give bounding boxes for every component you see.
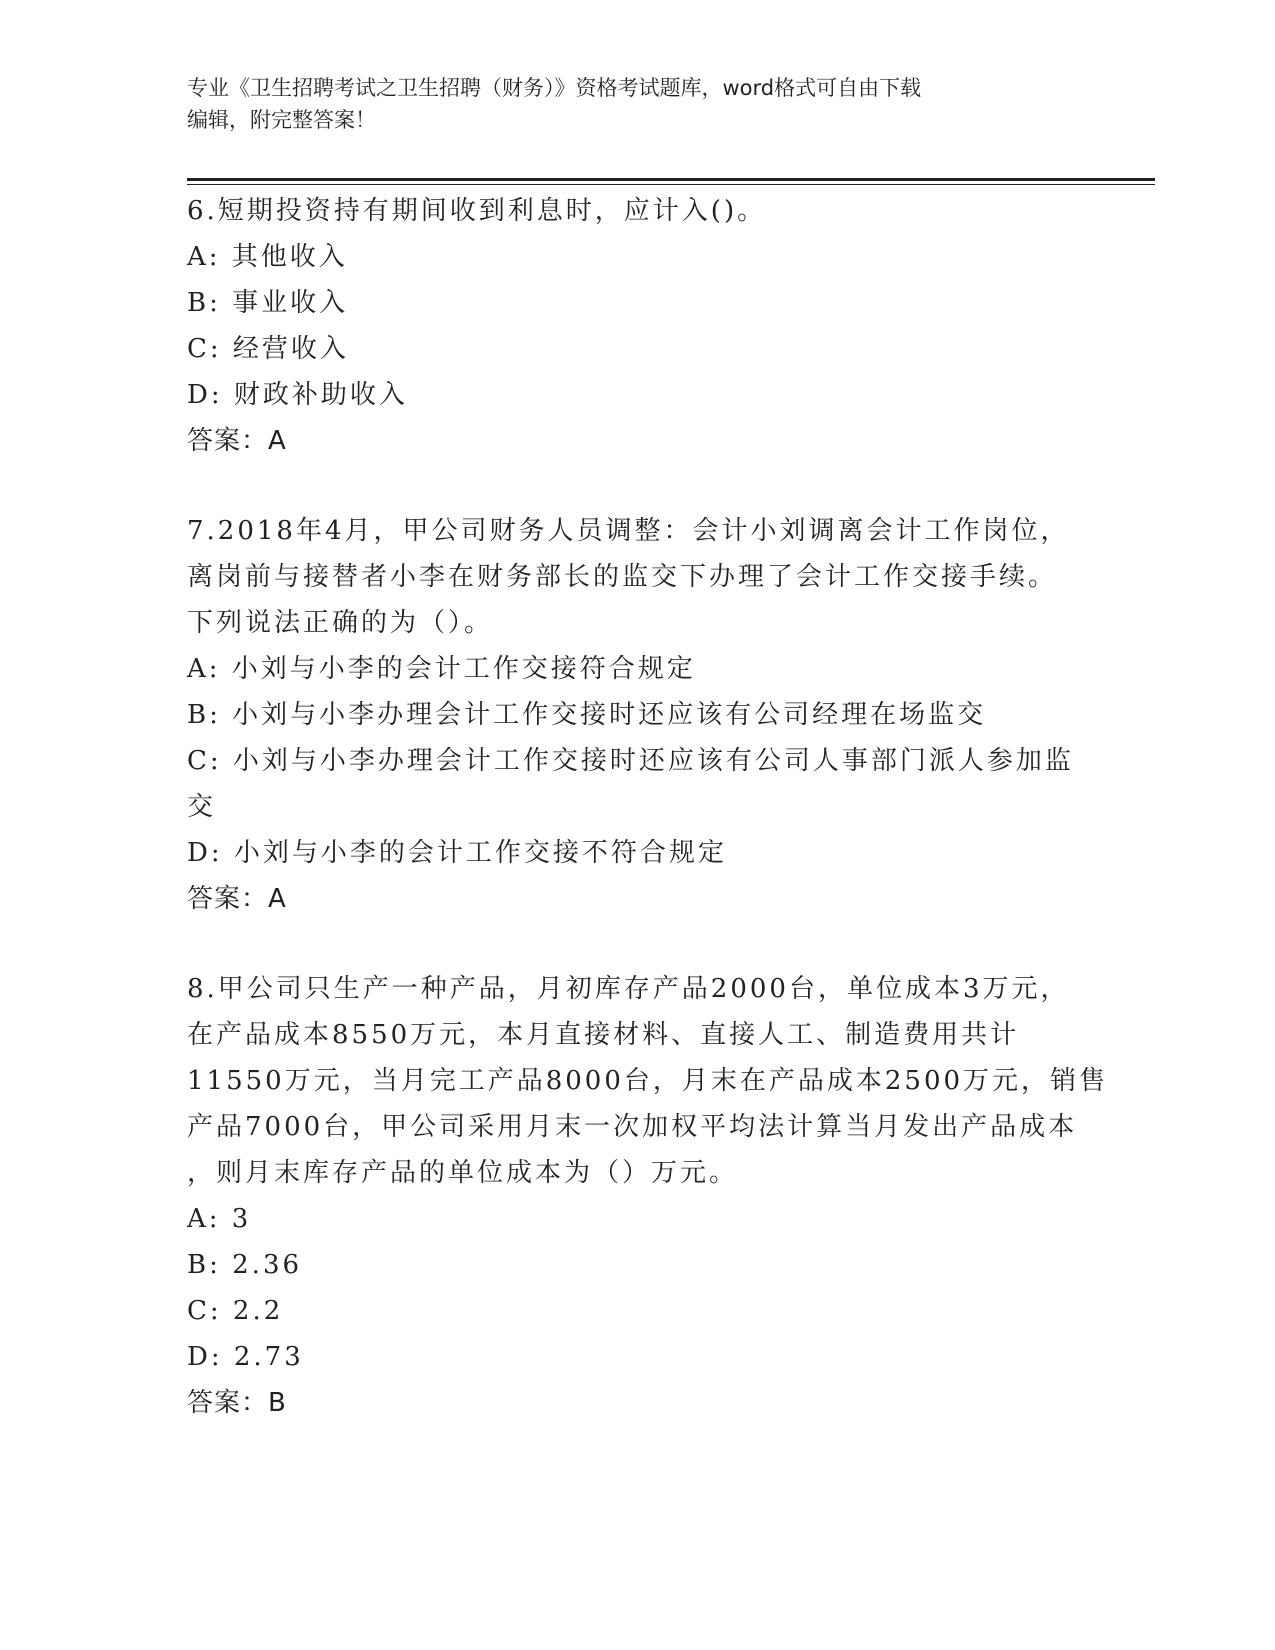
option-c: C: 经营收入 xyxy=(187,334,349,364)
option-b: B: 小刘与小李办理会计工作交接时还应该有公司经理在场监交 xyxy=(187,700,987,730)
question-stem: 6.短期投资持有期间收到利息时，应计入()。 xyxy=(187,196,767,226)
question-stem: 11550万元，当月完工产品8000台，月末在产品成本2500万元，销售 xyxy=(187,1066,1109,1096)
document-header xyxy=(187,72,1087,136)
question-stem: ，则月末库存产品的单位成本为（）万元。 xyxy=(187,1158,739,1188)
question-6 xyxy=(187,188,1087,464)
header-line-1: 专业《卫生招聘考试之卫生招聘（财务）》资格考试题库，word格式可自由下载 xyxy=(187,76,922,100)
header-line-2: 编辑，附完整答案！ xyxy=(187,108,376,132)
header-rule-thin xyxy=(187,184,1155,185)
option-a: A: 其他收入 xyxy=(187,242,348,272)
header-rule-thick xyxy=(187,178,1155,181)
answer-label: 答案：B xyxy=(187,1388,287,1418)
answer-label: 答案：A xyxy=(187,884,287,914)
question-stem: 离岗前与接替者小李在财务部长的监交下办理了会计工作交接手续。 xyxy=(187,562,1058,592)
option-c: C: 2.2 xyxy=(187,1296,284,1326)
question-stem: 下列说法正确的为（）。 xyxy=(187,608,494,638)
question-stem: 产品7000台，甲公司采用月末一次加权平均法计算当月发出产品成本 xyxy=(187,1112,1078,1142)
question-8 xyxy=(187,966,1109,1426)
option-a: A: 小刘与小李的会计工作交接符合规定 xyxy=(187,654,696,684)
option-d: D: 2.73 xyxy=(187,1342,304,1372)
option-a: A: 3 xyxy=(187,1204,252,1234)
option-c-continued: 交 xyxy=(187,792,217,822)
option-c: C: 小刘与小李办理会计工作交接时还应该有公司人事部门派人参加监 xyxy=(187,746,1074,776)
answer-label: 答案：A xyxy=(187,426,287,456)
option-b: B: 2.36 xyxy=(187,1250,303,1280)
option-d: D: 财政补助收入 xyxy=(187,380,408,410)
question-stem: 7.2018年4月，甲公司财务人员调整：会计小刘调离会计工作岗位， xyxy=(187,516,1070,546)
option-b: B: 事业收入 xyxy=(187,288,349,318)
question-stem: 8.甲公司只生产一种产品，月初库存产品2000台，单位成本3万元， xyxy=(187,974,1070,1004)
question-7 xyxy=(187,508,1087,922)
option-d: D: 小刘与小李的会计工作交接不符合规定 xyxy=(187,838,727,868)
question-stem: 在产品成本8550万元，本月直接材料、直接人工、制造费用共计 xyxy=(187,1020,1020,1050)
